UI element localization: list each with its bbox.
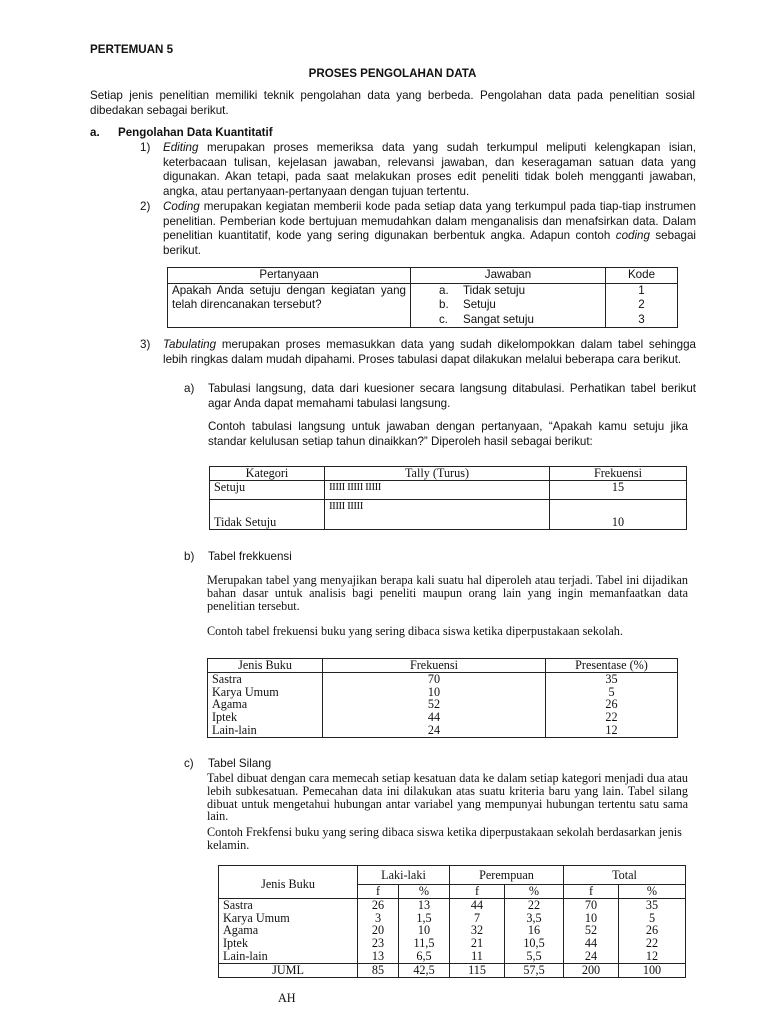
cross-table-total-row bbox=[219, 963, 686, 977]
cross-cell: Sastra bbox=[223, 897, 253, 912]
item-1-paragraph bbox=[163, 141, 696, 199]
cross-column-total-percent bbox=[619, 898, 686, 963]
intro-paragraph: Setiap jenis penelitian memiliki teknik pengolahan data yang berbeda. Pengolahan data pada penelitian sosial dibedakan sebagai berikut. bbox=[90, 89, 695, 117]
coding-answer bbox=[415, 313, 601, 328]
cross-cell: 10,5 bbox=[523, 936, 545, 951]
cross-cell: 10 bbox=[417, 923, 431, 938]
coding-answer-label: Setuju bbox=[463, 298, 496, 312]
section-a-heading: Pengolahan Data Kuantitatif bbox=[118, 126, 273, 139]
coding-answer bbox=[415, 298, 601, 313]
sub-c-paragraph: Tabel dibuat dengan cara memecah setiap kesatuan data ke dalam setiap kategori menjadi dua atau lebih subkesatuan. Pemecahan data ini dilakukan atas suatu kriteria baru yang lain. Tabel silang dibuat untuk mengetahui hubungan antar variabel yang mempunyai hubungan tertentu satu sama lain. bbox=[207, 771, 688, 824]
tally-row bbox=[210, 499, 687, 529]
item-2-text-2: sebagai berikut. bbox=[163, 229, 696, 257]
tally-frequency: 10 bbox=[550, 499, 687, 529]
coding-answer-marker: b. bbox=[439, 298, 449, 312]
cross-cell: 23 bbox=[371, 936, 385, 951]
item-2-term-2: coding bbox=[615, 229, 650, 243]
item-2-number: 2) bbox=[140, 200, 151, 213]
freq-cell: 52 bbox=[427, 697, 441, 712]
tally-header-tally: Tally (Turus) bbox=[325, 467, 550, 481]
cross-cell: Karya Umum bbox=[223, 910, 290, 925]
meeting-label: PERTEMUAN 5 bbox=[90, 43, 174, 56]
sub-b-marker: b) bbox=[184, 550, 195, 563]
freq-column-frequency bbox=[323, 672, 546, 737]
cross-cell: 35 bbox=[645, 897, 659, 912]
cross-header-total: Total bbox=[564, 866, 686, 885]
cross-cell: 11 bbox=[471, 948, 483, 963]
item-3-term: Tabulating bbox=[163, 338, 217, 351]
coding-code: 1 bbox=[638, 283, 645, 297]
sub-b-paragraph: Merupakan tabel yang menyajikan berapa kali suatu hal diperoleh atau terjadi. Tabel ini dijadikan bahan dasar untuk analisis bagi peneliti maupun orang lain yang ingin memanfaatkan data penelitian tersebut. bbox=[207, 573, 688, 613]
cross-sub-percent: % bbox=[399, 885, 450, 899]
cross-cell: 10 bbox=[584, 910, 598, 925]
cross-cell: 20 bbox=[371, 923, 385, 938]
coding-table-header bbox=[168, 268, 678, 284]
coding-answer-label: Sangat setuju bbox=[463, 312, 534, 326]
freq-column-type bbox=[208, 672, 323, 737]
item-3-text: merupakan proses memasukkan data yang sudah dikelompokkan dalam tabel sehingga lebih ringkas dalam mudah dipahami. Proses tabulasi dapat dilakukan melalui beberapa cara berikut. bbox=[163, 338, 696, 366]
section-a-marker: a. bbox=[90, 126, 100, 139]
cross-total-cell: 57,5 bbox=[505, 963, 564, 977]
sub-a-example: Contoh tabulasi langsung untuk jawaban dengan pertanyaan, “Apakah kamu setuju jika standar kelulusan setiap tahun dinaikkan?” Diperoleh hasil sebagai berikut: bbox=[208, 420, 688, 448]
item-2-paragraph bbox=[163, 200, 696, 258]
cross-cell: 13 bbox=[417, 897, 431, 912]
cross-table-body bbox=[219, 898, 686, 963]
coding-table-row bbox=[168, 283, 678, 328]
item-3-paragraph bbox=[163, 338, 696, 367]
cross-cell: 1,5 bbox=[416, 910, 432, 925]
cross-total-cell: 115 bbox=[450, 963, 505, 977]
freq-table-body bbox=[208, 672, 678, 737]
cross-total-cell: 85 bbox=[358, 963, 399, 977]
freq-cell: 22 bbox=[605, 710, 618, 725]
cross-total-label bbox=[219, 963, 358, 977]
cross-sub-f: f bbox=[564, 885, 619, 899]
tally-header-frequency: Frekuensi bbox=[550, 467, 687, 481]
cross-column-total-f bbox=[564, 898, 619, 963]
frequency-table bbox=[207, 658, 678, 738]
freq-table-header bbox=[208, 659, 678, 673]
freq-cell: Sastra bbox=[212, 671, 242, 686]
tally-category: Setuju bbox=[210, 480, 325, 499]
cross-cell: 32 bbox=[470, 923, 484, 938]
tally-frequency: 15 bbox=[550, 480, 687, 499]
item-1-text: merupakan proses memeriksa data yang sudah terkumpul meliputi kelengkapan isian, keterbacaan tulisan, kejelasan jawaban, relevansi jawaban, dan keseragaman satuan data yang digunakan. Akan tetapi, pada saat melakukan proses edit peneliti tidak boleh mengganti jawaban, angka, atau pertanyaan-pertanyaan dengan tujuan tertentu. bbox=[163, 141, 696, 198]
freq-cell: 70 bbox=[427, 671, 441, 686]
sub-c-example: Contoh Frekfensi buku yang sering dibaca siswa ketika diperpustakaan sekolah berdasarkan jenis kelamin. bbox=[207, 825, 682, 852]
coding-question: Apakah Anda setuju dengan kegiatan yang telah direncanakan tersebut? bbox=[168, 283, 411, 328]
sub-c-heading: Tabel Silang bbox=[208, 757, 272, 770]
tally-category: Tidak Setuju bbox=[210, 499, 325, 529]
item-3-number: 3) bbox=[140, 338, 151, 351]
cross-total-cell: 200 bbox=[564, 963, 619, 977]
item-1-term: Editing bbox=[163, 141, 199, 154]
cross-cell: 44 bbox=[584, 936, 598, 951]
cross-column-female-percent bbox=[505, 898, 564, 963]
cross-cell: 26 bbox=[645, 923, 659, 938]
cross-table bbox=[218, 865, 686, 978]
cross-total-cell: 42,5 bbox=[399, 963, 450, 977]
freq-cell: 24 bbox=[427, 722, 441, 737]
cross-sub-f: f bbox=[450, 885, 505, 899]
freq-cell: Lain-lain bbox=[212, 722, 257, 737]
freq-cell: Agama bbox=[212, 697, 248, 712]
cross-cell: 24 bbox=[584, 948, 598, 963]
tally-row bbox=[210, 480, 687, 499]
cross-header-type: Jenis Buku bbox=[219, 866, 358, 899]
cross-cell: Iptek bbox=[223, 936, 249, 951]
freq-cell: 26 bbox=[605, 697, 618, 712]
cross-header-male: Laki-laki bbox=[358, 866, 450, 885]
cross-total-cell: 100 bbox=[619, 963, 686, 977]
item-2-term: Coding bbox=[163, 200, 200, 213]
item-2-text-1: merupakan kegiatan memberii kode pada setiap data yang terkumpul pada tiap-tiap instrumen penelitian. Pemberian kode bertujuan memudahkan dalam menganalisis dan menafsirkan data. Dalam penelitian kuantitatif, kode yang sering digunakan berbentuk angka. Adapun contoh bbox=[163, 200, 696, 243]
freq-cell: Iptek bbox=[212, 710, 238, 725]
coding-header-answer: Jawaban bbox=[411, 268, 606, 284]
freq-header-percent: Presentase (%) bbox=[546, 659, 678, 673]
cross-cell: 16 bbox=[527, 923, 541, 938]
coding-answer-marker: c. bbox=[439, 312, 449, 326]
cross-cell: 5,5 bbox=[526, 948, 542, 963]
coding-answer bbox=[415, 284, 601, 299]
freq-cell: 35 bbox=[605, 671, 618, 686]
cross-cell: 44 bbox=[470, 897, 484, 912]
freq-column-percent bbox=[546, 672, 678, 737]
cross-cell: 7 bbox=[473, 910, 481, 925]
freq-cell: Karya Umum bbox=[212, 684, 279, 699]
freq-header-type: Jenis Buku bbox=[208, 659, 323, 673]
tally-header-category: Kategori bbox=[210, 467, 325, 481]
freq-header-frequency: Frekuensi bbox=[323, 659, 546, 673]
coding-code: 3 bbox=[638, 312, 645, 326]
tally-marks: IIIII IIIII IIIII bbox=[325, 480, 550, 499]
cross-cell: 52 bbox=[584, 923, 598, 938]
cross-sub-f: f bbox=[358, 885, 399, 899]
tally-marks: IIIII IIIII bbox=[325, 499, 550, 529]
freq-cell: 44 bbox=[427, 710, 441, 725]
cross-sub-percent: % bbox=[505, 885, 564, 899]
item-1-number: 1) bbox=[140, 141, 151, 154]
cross-cell: Agama bbox=[223, 923, 259, 938]
freq-cell: 5 bbox=[608, 684, 615, 699]
cross-cell: 22 bbox=[527, 897, 541, 912]
freq-cell: 12 bbox=[605, 722, 618, 737]
coding-answer-label: Tidak setuju bbox=[463, 283, 526, 297]
tally-table-header bbox=[210, 467, 687, 481]
sub-a-paragraph: Tabulasi langsung, data dari kuesioner secara langsung ditabulasi. Perhatikan tabel berikut agar Anda dapat memahami tabulasi langsung. bbox=[208, 382, 696, 410]
cross-cell: 12 bbox=[645, 948, 659, 963]
cross-cell: 26 bbox=[371, 897, 385, 912]
page-title: PROSES PENGOLAHAN DATA bbox=[308, 67, 477, 80]
cross-cell: 3,5 bbox=[526, 910, 542, 925]
cross-column-female-f bbox=[450, 898, 505, 963]
cross-cell: 6,5 bbox=[416, 948, 432, 963]
cross-header-female: Perempuan bbox=[450, 866, 564, 885]
coding-answers bbox=[411, 283, 606, 328]
cross-cell: 5 bbox=[648, 910, 656, 925]
freq-cell: 10 bbox=[427, 684, 441, 699]
cross-cell: 70 bbox=[584, 897, 598, 912]
cross-table-group-header bbox=[219, 866, 686, 885]
coding-answer-marker: a. bbox=[439, 283, 449, 297]
cross-column-male-percent bbox=[399, 898, 450, 963]
cross-cell: 3 bbox=[374, 910, 382, 925]
sub-a-marker: a) bbox=[184, 382, 195, 395]
cross-sub-percent: % bbox=[619, 885, 686, 899]
cross-column-male-f bbox=[358, 898, 399, 963]
cross-cell: 13 bbox=[371, 948, 385, 963]
cross-total-label-2: AH bbox=[278, 991, 296, 1005]
cross-total-label-1: JUML bbox=[272, 962, 304, 977]
cross-column-type bbox=[219, 898, 358, 963]
cross-cell: 22 bbox=[645, 936, 659, 951]
sub-b-example: Contoh tabel frekuensi buku yang sering dibaca siswa ketika diperpustakaan sekolah. bbox=[207, 624, 623, 638]
cross-cell: Lain-lain bbox=[223, 948, 268, 963]
sub-b-heading: Tabel frekkuensi bbox=[208, 550, 292, 563]
coding-header-question: Pertanyaan bbox=[168, 268, 411, 284]
cross-cell: 11,5 bbox=[413, 936, 435, 951]
coding-header-code: Kode bbox=[606, 268, 678, 284]
sub-c-marker: c) bbox=[184, 757, 194, 770]
tally-table bbox=[209, 466, 687, 530]
cross-cell: 21 bbox=[470, 936, 484, 951]
coding-code: 2 bbox=[638, 298, 645, 312]
coding-codes bbox=[606, 283, 678, 328]
coding-table bbox=[167, 267, 678, 328]
